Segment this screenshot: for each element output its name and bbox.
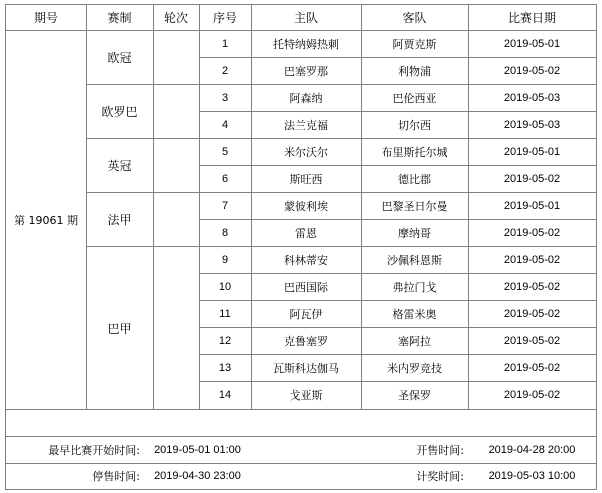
grid-line xyxy=(6,409,596,410)
grid-line xyxy=(199,381,596,382)
prize-calc-label: 计奖时间: xyxy=(416,470,464,483)
home-team: 斯旺西 xyxy=(289,173,323,186)
match-number: 11 xyxy=(219,308,231,320)
header-issue: 期号 xyxy=(33,11,58,25)
away-team: 切尔西 xyxy=(398,119,431,132)
home-team: 瓦斯科达伽马 xyxy=(273,362,339,375)
match-number: 13 xyxy=(218,362,232,374)
grid-line xyxy=(86,84,596,85)
competition-label: 欧冠 xyxy=(107,51,132,65)
match-date: 2019-05-02 xyxy=(503,389,561,401)
away-team: 塞阿拉 xyxy=(398,335,431,348)
home-team: 托特纳姆热刺 xyxy=(273,38,339,51)
issue-number: 第 19061 期 xyxy=(14,214,78,227)
grid-line xyxy=(199,219,596,220)
home-team: 戈亚斯 xyxy=(289,389,323,402)
match-number: 1 xyxy=(221,38,229,50)
match-number: 12 xyxy=(218,335,232,347)
match-number: 14 xyxy=(218,389,232,401)
header-away-team: 客队 xyxy=(402,11,427,25)
away-team: 阿贾克斯 xyxy=(392,38,437,51)
away-team: 德比郡 xyxy=(398,173,431,186)
header-competition: 赛制 xyxy=(107,11,132,25)
match-date: 2019-05-02 xyxy=(503,308,561,320)
prize-calc-value: 2019-05-03 10:00 xyxy=(488,470,576,482)
away-team: 巴黎圣日尔曼 xyxy=(381,200,448,213)
grid-line xyxy=(6,30,596,31)
grid-line xyxy=(86,246,596,247)
competition-label: 巴甲 xyxy=(107,321,132,336)
lottery-schedule-table xyxy=(5,4,597,490)
match-date: 2019-05-02 xyxy=(503,173,561,185)
away-team: 圣保罗 xyxy=(398,389,431,402)
match-date: 2019-05-01 xyxy=(503,200,561,212)
home-team: 雷恩 xyxy=(295,227,317,240)
match-number: 8 xyxy=(221,227,229,239)
away-team: 格雷米奥 xyxy=(392,308,437,321)
away-team: 沙佩科恩斯 xyxy=(387,254,442,267)
away-team: 巴伦西亚 xyxy=(392,92,437,105)
grid-line xyxy=(86,5,87,410)
match-date: 2019-05-01 xyxy=(503,146,561,158)
header-home-team: 主队 xyxy=(293,11,318,25)
home-team: 蒙彼利埃 xyxy=(284,200,328,213)
header-round: 轮次 xyxy=(163,11,188,25)
away-team: 布里斯托尔城 xyxy=(381,146,448,159)
match-number: 5 xyxy=(221,146,229,158)
match-number: 4 xyxy=(221,119,229,131)
grid-line xyxy=(86,192,596,193)
competition-label: 欧罗巴 xyxy=(101,105,138,119)
grid-line xyxy=(6,436,596,437)
sale-start-value: 2019-04-28 20:00 xyxy=(488,444,576,456)
home-team: 阿瓦伊 xyxy=(289,308,323,321)
sale-start-label: 开售时间: xyxy=(416,444,464,457)
grid-line xyxy=(153,5,154,410)
match-date: 2019-05-02 xyxy=(503,227,561,239)
competition-label: 法甲 xyxy=(107,213,132,227)
home-team: 克鲁塞罗 xyxy=(284,335,328,348)
earliest-start-label: 最早比赛开始时间: xyxy=(48,444,140,457)
home-team: 阿森纳 xyxy=(289,92,323,105)
grid-line xyxy=(199,111,596,112)
away-team: 弗拉门戈 xyxy=(392,281,437,294)
home-team: 法兰克福 xyxy=(284,119,328,132)
header-match-date: 比赛日期 xyxy=(507,11,556,25)
match-number: 6 xyxy=(221,173,229,185)
grid-line xyxy=(468,5,469,410)
competition-label: 英冠 xyxy=(107,159,132,173)
match-date: 2019-05-03 xyxy=(503,92,561,104)
grid-line xyxy=(199,300,596,301)
away-team: 摩纳哥 xyxy=(398,227,431,240)
grid-line xyxy=(199,5,200,410)
match-number: 3 xyxy=(221,92,229,104)
grid-line xyxy=(199,273,596,274)
match-date: 2019-05-02 xyxy=(503,362,561,374)
home-team: 科林蒂安 xyxy=(284,254,328,267)
grid-line xyxy=(86,138,596,139)
grid-line xyxy=(361,5,362,410)
away-team: 米内罗竞技 xyxy=(387,362,442,375)
match-date: 2019-05-02 xyxy=(503,281,561,293)
match-date: 2019-05-01 xyxy=(503,38,561,50)
home-team: 巴西国际 xyxy=(284,281,328,294)
match-number: 10 xyxy=(218,281,232,293)
sale-stop-label: 停售时间: xyxy=(92,470,140,483)
away-team: 利物浦 xyxy=(398,65,431,78)
match-number: 9 xyxy=(221,254,229,266)
match-date: 2019-05-02 xyxy=(503,335,561,347)
grid-line xyxy=(199,354,596,355)
match-number: 2 xyxy=(221,65,229,77)
match-date: 2019-05-03 xyxy=(503,119,561,131)
grid-line xyxy=(199,327,596,328)
grid-line xyxy=(199,165,596,166)
earliest-start-value: 2019-05-01 01:00 xyxy=(154,444,241,456)
header-number: 序号 xyxy=(212,11,237,25)
home-team: 巴塞罗那 xyxy=(284,65,328,78)
home-team: 米尔沃尔 xyxy=(284,146,328,159)
grid-line xyxy=(6,463,596,464)
match-date: 2019-05-02 xyxy=(503,254,561,266)
grid-line xyxy=(199,57,596,58)
match-date: 2019-05-02 xyxy=(503,65,561,77)
sale-stop-value: 2019-04-30 23:00 xyxy=(154,470,241,482)
grid-line xyxy=(251,5,252,410)
match-number: 7 xyxy=(221,200,229,212)
